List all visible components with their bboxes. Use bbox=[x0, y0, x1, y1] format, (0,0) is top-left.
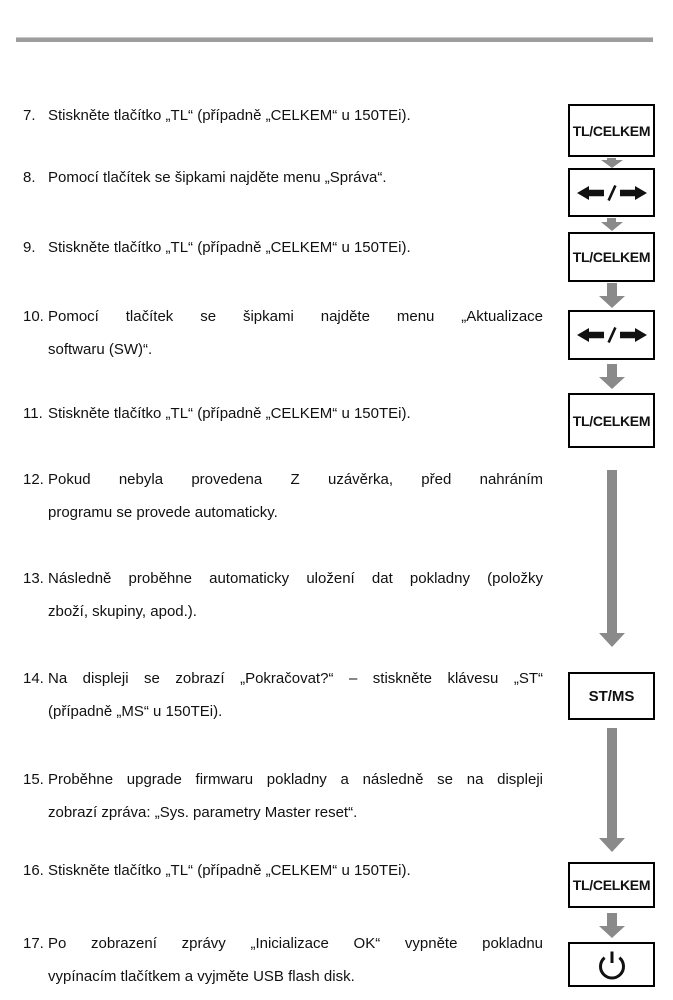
arrow-keys-illustration bbox=[568, 310, 655, 360]
step-text-line: vypínacím tlačítkem a vyjměte USB flash disk. bbox=[48, 968, 355, 985]
step-text-line: softwaru (SW)“. bbox=[48, 341, 153, 358]
step-item-8 bbox=[23, 161, 543, 194]
key-label: TL/CELKEM bbox=[572, 122, 651, 139]
flow-down-arrow bbox=[598, 364, 625, 389]
step-text-line: Následně proběhne automaticky uložení dat pokladny (položky bbox=[48, 570, 543, 587]
flow-down-arrow bbox=[598, 158, 625, 168]
flow-down-arrow-long bbox=[598, 470, 625, 647]
step-number: 7. bbox=[23, 107, 36, 124]
step-item-11 bbox=[23, 397, 543, 430]
step-number: 17. bbox=[23, 935, 44, 952]
flow-down-arrow-long bbox=[598, 728, 625, 852]
step-text-line: Stiskněte tlačítko „TL“ (případně „CELKEM“ u 150TEi). bbox=[48, 862, 411, 879]
step-text-line: Pomocí tlačítek se šipkami najděte menu „Aktualizace bbox=[48, 308, 543, 325]
step-number: 13. bbox=[23, 570, 44, 587]
flow-down-arrow bbox=[598, 913, 625, 938]
step-text-line: Na displeji se zobrazí „Pokračovat?“ – stiskněte klávesu „ST“ bbox=[48, 670, 543, 687]
step-item-17 bbox=[23, 927, 543, 993]
step-text-line: Proběhne upgrade firmwaru pokladny a následně se na displeji bbox=[48, 771, 543, 788]
tl-celkem-key-illustration bbox=[568, 393, 655, 448]
step-number: 15. bbox=[23, 771, 44, 788]
step-item-9 bbox=[23, 231, 543, 264]
step-number: 10. bbox=[23, 308, 44, 325]
key-label: TL/CELKEM bbox=[572, 249, 651, 265]
key-label: ST/MS bbox=[588, 687, 635, 705]
arrow-head bbox=[599, 633, 625, 647]
step-item-12 bbox=[23, 463, 543, 529]
key-label: TL/CELKEM bbox=[572, 877, 651, 893]
arrow-head bbox=[601, 222, 623, 231]
step-text-line: Pokud nebyla provedena Z uzávěrka, před nahráním bbox=[48, 471, 543, 488]
step-number: 9. bbox=[23, 239, 36, 256]
step-number: 11. bbox=[23, 405, 43, 422]
step-item-14 bbox=[23, 662, 543, 728]
arrow-head bbox=[601, 160, 623, 168]
arrow-keys-illustration bbox=[568, 168, 655, 217]
step-text-line: Stiskněte tlačítko „TL“ (případně „CELKEM“ u 150TEi). bbox=[48, 239, 411, 256]
arrow-head bbox=[599, 296, 625, 308]
step-text-line: zboží, skupiny, apod.). bbox=[48, 603, 197, 620]
step-text-line: Pomocí tlačítek se šipkami najděte menu „Správa“. bbox=[48, 169, 387, 186]
flow-down-arrow bbox=[598, 283, 625, 308]
key-label: TL/CELKEM bbox=[572, 412, 651, 429]
step-item-15 bbox=[23, 763, 543, 829]
tl-celkem-key-illustration bbox=[568, 232, 655, 282]
step-number: 12. bbox=[23, 471, 44, 488]
step-number: 8. bbox=[23, 169, 36, 186]
st-ms-key-illustration bbox=[568, 672, 655, 720]
tl-celkem-key-illustration bbox=[568, 862, 655, 908]
power-icon bbox=[595, 949, 629, 981]
step-text-line: Stiskněte tlačítko „TL“ (případně „CELKEM“ u 150TEi). bbox=[48, 405, 411, 422]
tl-celkem-key-illustration bbox=[568, 104, 655, 157]
step-text-line: Stiskněte tlačítko „TL“ (případně „CELKEM“ u 150TEi). bbox=[48, 107, 411, 124]
arrow-head bbox=[599, 377, 625, 389]
step-item-10 bbox=[23, 300, 543, 366]
flow-down-arrow bbox=[598, 218, 625, 231]
step-number: 16. bbox=[23, 862, 44, 879]
step-item-13 bbox=[23, 562, 543, 628]
power-key-illustration bbox=[568, 942, 655, 987]
arrow-head bbox=[599, 838, 625, 852]
left-right-arrows-icon bbox=[577, 185, 647, 201]
step-text-line: programu se provede automaticky. bbox=[48, 504, 278, 521]
step-number: 14. bbox=[23, 670, 44, 687]
left-right-arrows-icon bbox=[577, 327, 647, 343]
arrow-head bbox=[599, 926, 625, 938]
step-item-7 bbox=[23, 99, 543, 132]
step-item-16 bbox=[23, 854, 543, 887]
step-text-line: Po zobrazení zprávy „Inicializace OK“ vypněte pokladnu bbox=[48, 935, 543, 952]
step-text-line: (případně „MS“ u 150TEi). bbox=[48, 703, 223, 720]
section-divider-rule bbox=[16, 37, 653, 42]
step-text-line: zobrazí zpráva: „Sys. parametry Master reset“. bbox=[48, 804, 358, 821]
